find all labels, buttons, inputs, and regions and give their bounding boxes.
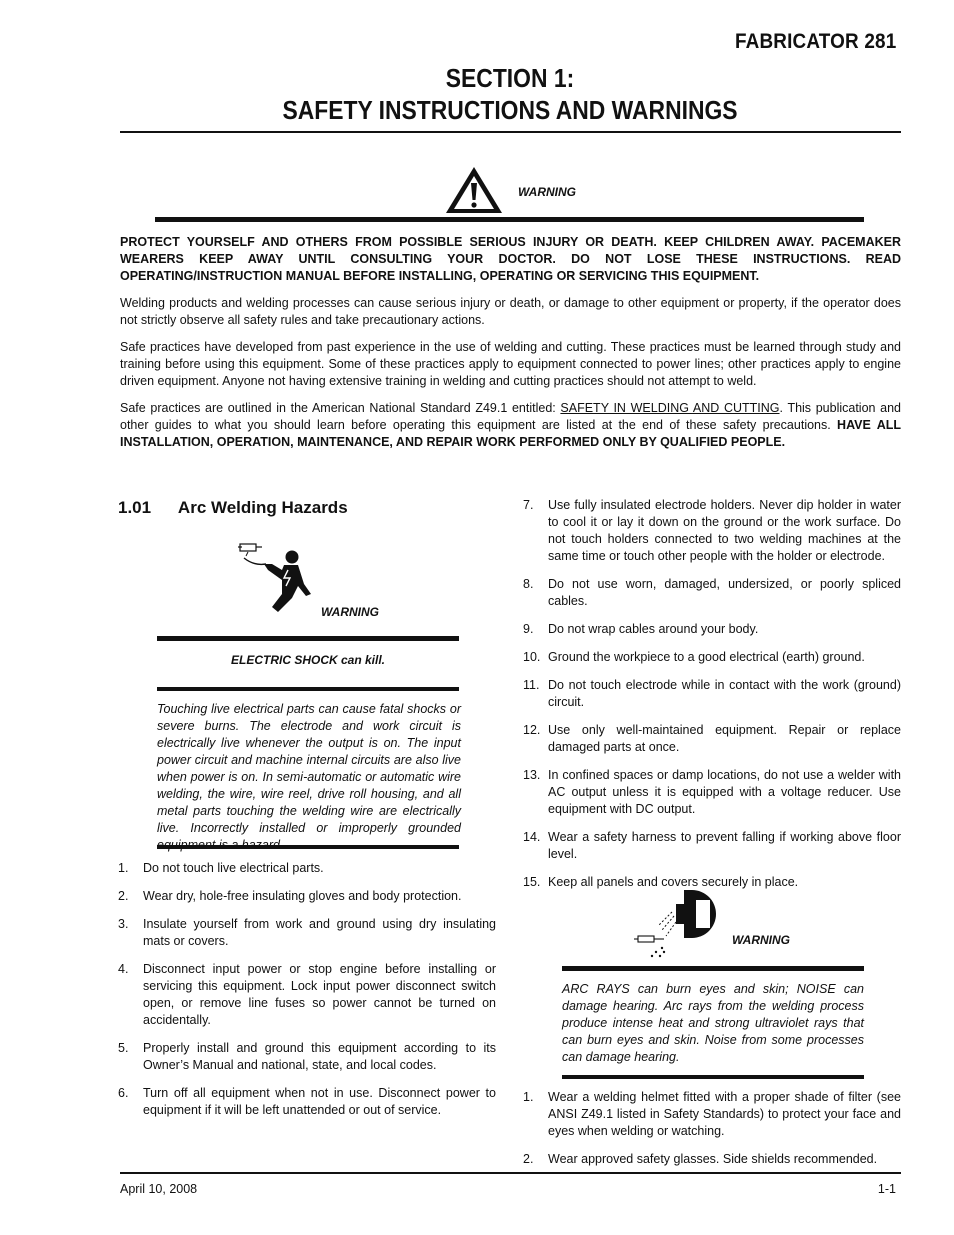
shock-warning-label: WARNING: [321, 605, 379, 619]
list-item: 5. Properly install and ground this equipment according to its Owner’s Manual and national, state, and local codes.: [118, 1041, 496, 1072]
list-item: 12. Use only well-maintained equipment. Repair or replace damaged parts at once.: [523, 723, 901, 754]
intro-p3-start: Safe practices are outlined in the American National Standard Z49.1 entitled:: [120, 401, 561, 415]
list-item: 7. Use fully insulated electrode holders. Never dip holder in water to cool it or lay it down on the ground or the work surface. Do not touch holders connected to two welding machines at the same time or touch other people with the holder or electrode.: [523, 498, 901, 563]
list-item: 13. In confined spaces or damp locations, do not use a welder with AC output unless it is equipped with a voltage reducer. Use equipment with DC output.: [523, 768, 901, 816]
warning-triangle-icon: [444, 165, 504, 215]
list-item: 15. Keep all panels and covers securely in place.: [523, 875, 799, 889]
section-number: 1.01: [118, 498, 152, 517]
section-title: [167, 62, 853, 126]
rays-precautions-list: [523, 1089, 901, 1168]
list-item: 2. Wear dry, hole-free insulating gloves and body protection.: [118, 889, 462, 903]
shock-hazard-text: Touching live electrical parts can cause fatal shocks or severe burns. The electrode and work circuit is electrically live whenever the output is on. The input power circuit and machine internal circuits are also live when power is on. In semi-automatic or automatic wire welding, the wire, wire reel, drive roll housing, and all metal parts touching the welding wire are electrically live. Incorrectly installed or improperly grounded: [157, 702, 461, 835]
intro-block: [120, 234, 901, 451]
page-number: 1-1: [877, 1182, 896, 1196]
top-warning-label: WARNING: [518, 185, 576, 199]
title-rule: [120, 131, 901, 133]
shock-precautions-list-continued: [523, 497, 901, 902]
product-name: FABRICATOR 281: [734, 30, 896, 53]
list-item: 2. Wear approved safety glasses. Side shields recommended.: [523, 1152, 878, 1166]
list-item: 1. Do not touch live electrical parts.: [118, 861, 324, 875]
list-item: 4. Disconnect input power or stop engine before installing or servicing this equipment. Lock input power disconnect switch open, or remove line fuses so power cannot be turned on accidentally.: [118, 962, 496, 1027]
intro-paragraph-1: Welding products and welding processes can cause serious injury or death, or damage to other equipment or property, if the operator does not strictly observe all safety rules and take precautionary actions.: [120, 296, 901, 327]
rays-warning-label: WARNING: [732, 933, 790, 947]
rays-hazard-text: ARC RAYS can burn eyes and skin; NOISE can damage hearing. Arc rays from the welding process produce intense heat and strong ultraviolet rays that can burn eyes and skin. Noise from some processes can damage hearing.: [562, 982, 864, 1064]
intro-p3-mid: . This publication and other guides to what you should learn before operating this equipment are listed at the end of these safety precautions.: [120, 401, 901, 432]
section-heading-title: Arc Welding Hazards: [177, 498, 348, 517]
list-item: 9. Do not wrap cables around your body.: [523, 622, 759, 636]
arc-rays-icon: [632, 886, 724, 962]
standard-title: SAFETY IN WELDING AND CUTTING: [560, 401, 780, 415]
intro-p3-bold: HAVE ALL INSTALLATION, OPERATION, MAINTENANCE, AND REPAIR WORK PERFORMED ONLY BY QUALIFIED PEOPLE.: [120, 418, 901, 449]
list-item: 8. Do not use worn, damaged, undersized, or poorly spliced cables.: [523, 577, 901, 608]
shock-hazard-title: ELECTRIC SHOCK can kill.: [230, 653, 386, 667]
section-title-line1: SECTION 1:: [445, 63, 575, 93]
shock-warning-bar: [157, 636, 459, 641]
shock-hazard-bar: [157, 687, 459, 691]
footer-rule: [120, 1172, 901, 1174]
list-item: 14. Wear a safety harness to prevent falling if working above floor level.: [523, 830, 901, 861]
electric-shock-icon: [236, 540, 318, 618]
top-warning-bar: [155, 217, 864, 222]
list-item: 10. Ground the workpiece to a good electrical (earth) ground.: [523, 650, 865, 664]
intro-bold-paragraph: PROTECT YOURSELF AND OTHERS FROM POSSIBLE SERIOUS INJURY OR DEATH. KEEP CHILDREN AWAY. PACEMAKER WEARERS KEEP AWAY UNTIL CONSULTING YOUR DOCTOR. DO NOT LOSE THESE INSTRUCTIONS. READ OPERATING/INSTRUCTION MANUAL BEFORE INSTALLING, OPERATING OR SERVICING THIS EQUIPMENT.: [120, 235, 901, 283]
list-item: 6. Turn off all equipment when not in use. Disconnect power to equipment if it will be left unattended or out of service.: [118, 1086, 496, 1117]
list-item: 1. Wear a welding helmet fitted with a proper shade of filter (see ANSI Z49.1 listed in Safety Standards) to protect your face and eyes when welding or watching.: [523, 1090, 901, 1138]
intro-paragraph-2: Safe practices have developed from past experience in the use of welding and cutting. These practices must be learned through study and training before using this equipment. Some of these practices apply to equipment connected to power lines; other practices apply to engine driven equipment. Anyone not having extensive training in welding and cutting practices should not attempt to weld.: [120, 340, 901, 388]
rays-warning-bar: [562, 966, 864, 971]
section-heading: [118, 498, 348, 518]
intro-paragraph-3: [120, 400, 901, 451]
list-item: 3. Insulate yourself from work and ground using dry insulating mats or covers.: [118, 917, 496, 948]
list-item: 11. Do not touch electrode while in contact with the work (ground) circuit.: [523, 678, 901, 709]
shock-precautions-list: [118, 860, 496, 1130]
shock-hazard-bottom-bar: [157, 845, 459, 849]
footer-date: April 10, 2008: [120, 1182, 198, 1196]
rays-hazard-bottom-bar: [562, 1075, 864, 1079]
section-title-line2: SAFETY INSTRUCTIONS AND WARNINGS: [282, 95, 738, 125]
